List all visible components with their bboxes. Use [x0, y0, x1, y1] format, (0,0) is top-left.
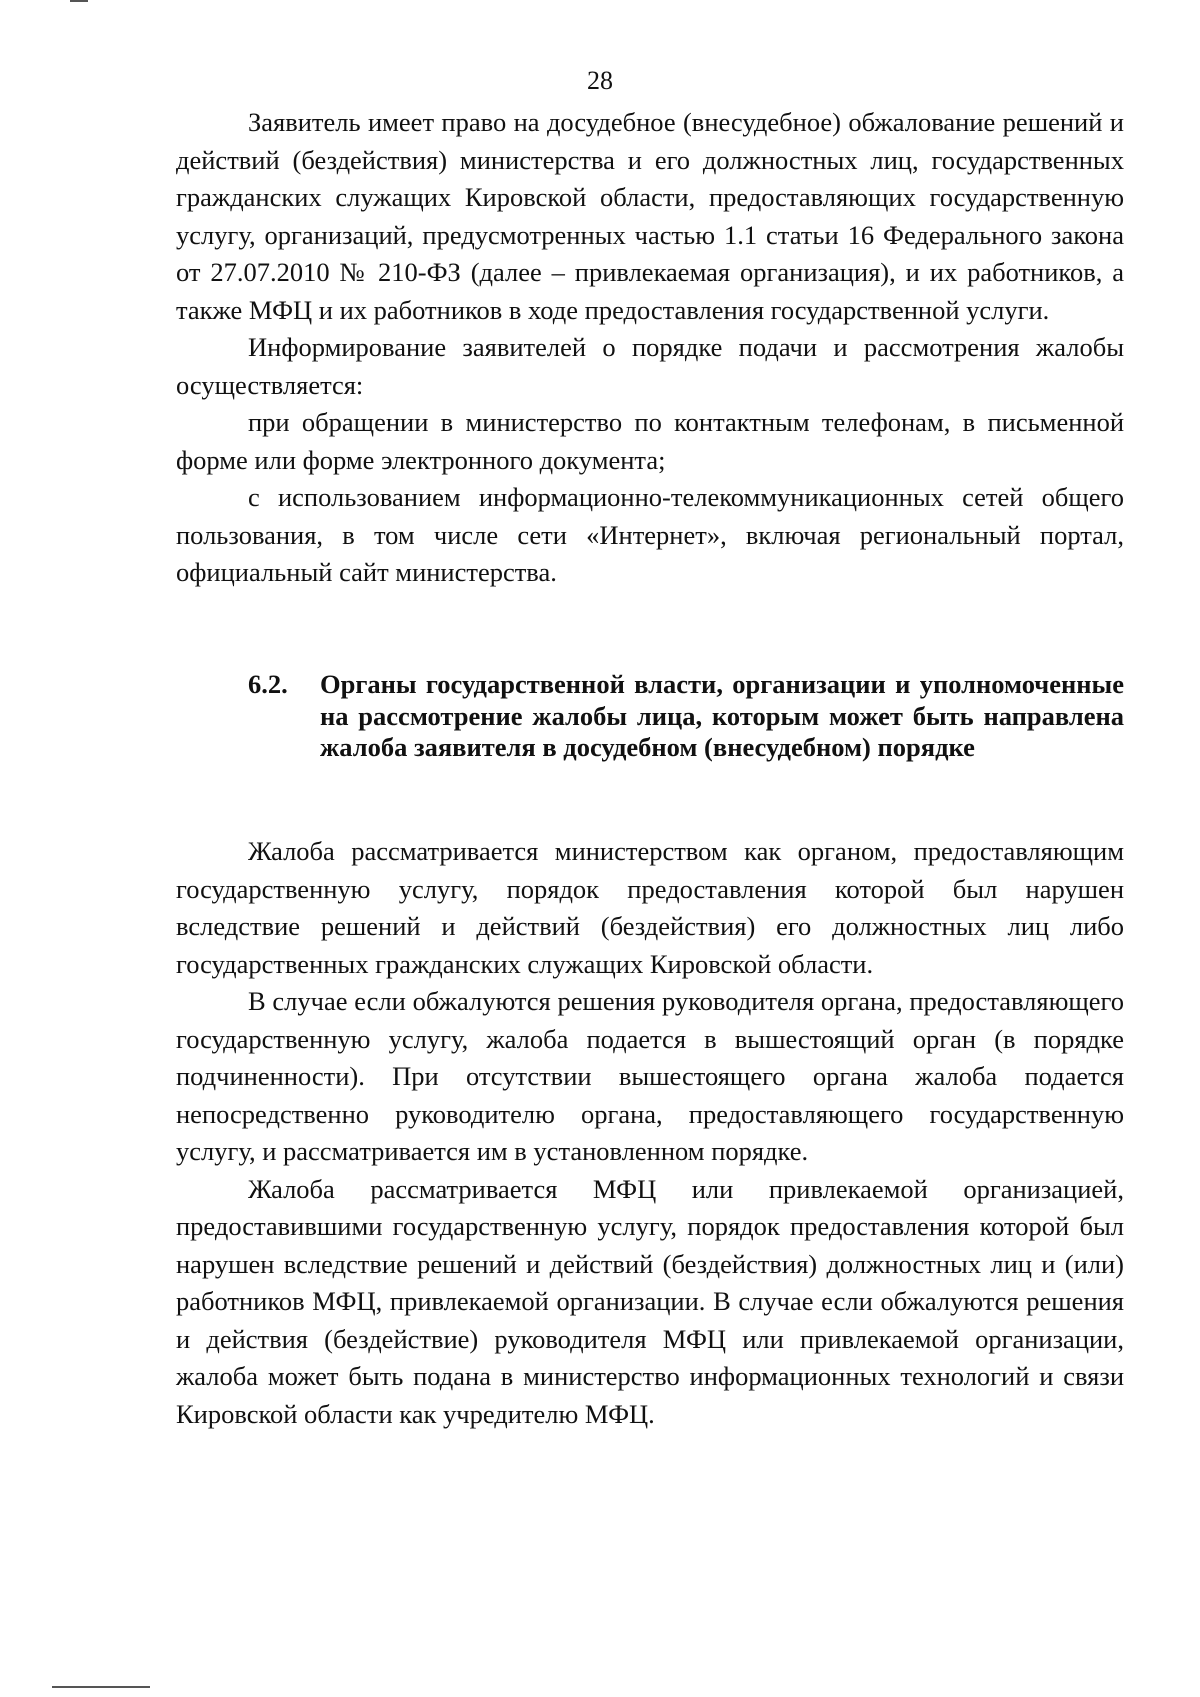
paragraph-superior-body: В случае если обжалуются решения руководителя органа, предоставляющего государственную услугу, жалоба подается в вышестоящий орган (в порядке подчиненности). При отсутствии вышестоящего органа жалоба подается непосредственно руководителю органа, предоставляющего государственную услугу, и рассматривается им в установленном порядке. — [176, 986, 1124, 1166]
body-text-top — [176, 104, 1124, 592]
paragraph-ministry-reviews: Жалоба рассматривается министерством как органом, предоставляющим государственную услугу, порядок предоставления которой был нарушен вследствие решений и действий (бездействия) его должностных лиц либо государственных гражданских служащих Кировской области. — [176, 836, 1124, 979]
scan-artifact-top — [70, 0, 88, 2]
paragraph-by-internet: с использованием информационно-телекоммуникационных сетей общего пользования, в том числе сети «Интернет», включая региональный портал, официальный сайт министерства. — [176, 482, 1124, 587]
paragraph-mfc-reviews: Жалоба рассматривается МФЦ или привлекаемой организацией, предоставившими государственную услугу, порядок предоставления которой был нарушен вследствие решений и действий (бездействия) должностных лиц и (или) работников МФЦ, привлекаемой организации. В случае если обжалуются решения и действия (бездействие) руководителя МФЦ или привлекаемой организации, жалоба может быть подана в министерство информационных технологий и связи Кировской области как учредителю МФЦ. — [176, 1173, 1124, 1429]
section-title: Органы государственной власти, организации и уполномоченные на рассмотрение жалобы лица, которым может быть направлена жалоба заявителя в досудебном (внесудебном) порядке — [320, 669, 1124, 762]
paragraph-right-to-appeal: Заявитель имеет право на досудебное (внесудебное) обжалование решений и действий (бездействия) министерства и его должностных лиц, государственных гражданских служащих Кировской области, предоставляющих государственную услугу, организаций, предусмотренных частью 1.1 статьи 16 Федерального закона от 27.07.2010 № 210-ФЗ (далее – привлекаемая организация), и их работников, а также МФЦ и их работников в ходе предоставления государственной услуги. — [176, 107, 1124, 325]
page-number: 28 — [587, 66, 613, 95]
body-text-bottom — [176, 833, 1124, 1433]
section-number: 6.2. — [248, 669, 288, 699]
paragraph-by-phone: при обращении в министерство по контактным телефонам, в письменной форме или форме электронного документа; — [176, 407, 1124, 475]
scan-artifact-bottom — [52, 1686, 150, 1688]
paragraph-informing: Информирование заявителей о порядке подачи и рассмотрения жалобы осуществляется: — [176, 332, 1124, 400]
section-heading — [176, 669, 1124, 764]
